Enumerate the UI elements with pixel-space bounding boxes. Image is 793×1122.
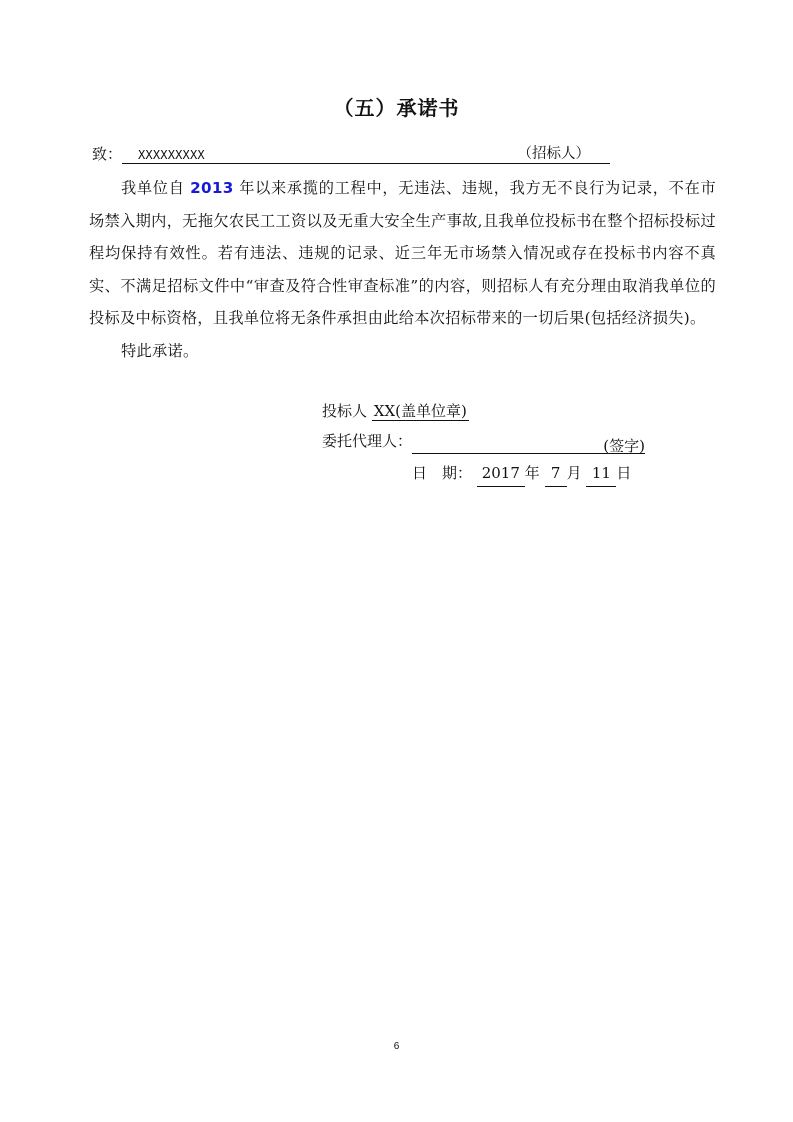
date-year-unit: 年 [524,464,540,482]
date-day-unit: 日 [616,464,632,482]
bidder-row [322,398,469,424]
page-title: （五）承诺书 [333,96,460,120]
date-day: 11 [586,460,616,487]
recipient-underline [122,143,610,164]
paragraph-main [89,172,716,335]
agent-row [322,428,645,454]
recipient-line [92,143,590,165]
date-label: 日 期： [412,464,473,482]
paragraph-main-post: 年以来承揽的工程中，无违法、违规，我方无不良行为记录，不在市场禁入期内，无拖欠农民工工资以及无重大安全生产事故,且我单位投标书在整个招标投标过程均保持有效性。若有违法、违规的记录、近三年无市场禁入情况或存在投标书内容不真实、不满足招标文件中“审查及符合性审查标准”的内容，则招标人有充分理由取消我单位的投标及中标资格，且我单位将无条件承担由此给本次招标带来的一切后果(包括经济损失)。 [89,179,716,328]
agent-sign-note: (签字) [603,437,646,455]
agent-label: 委托代理人： [322,432,413,450]
date-year: 2017 [477,460,525,487]
recipient-name: XXXXXXXXX [138,148,205,162]
page-number: 6 [393,1041,400,1052]
bidder-label: 投标人 [322,402,368,420]
commitment-body [89,172,716,368]
recipient-role: （招标人） [517,146,590,162]
paragraph-main-pre: 我单位自 [121,179,185,197]
to-label: 致： [92,145,123,163]
bidder-value: XX(盖单位章) [373,402,467,420]
date-row [412,460,631,486]
date-month-unit: 月 [566,464,582,482]
paragraph-closing: 特此承诺。 [121,341,199,360]
agent-signature-line [412,433,645,454]
year-highlight: 2013 [190,179,234,197]
date-month: 7 [545,460,567,487]
